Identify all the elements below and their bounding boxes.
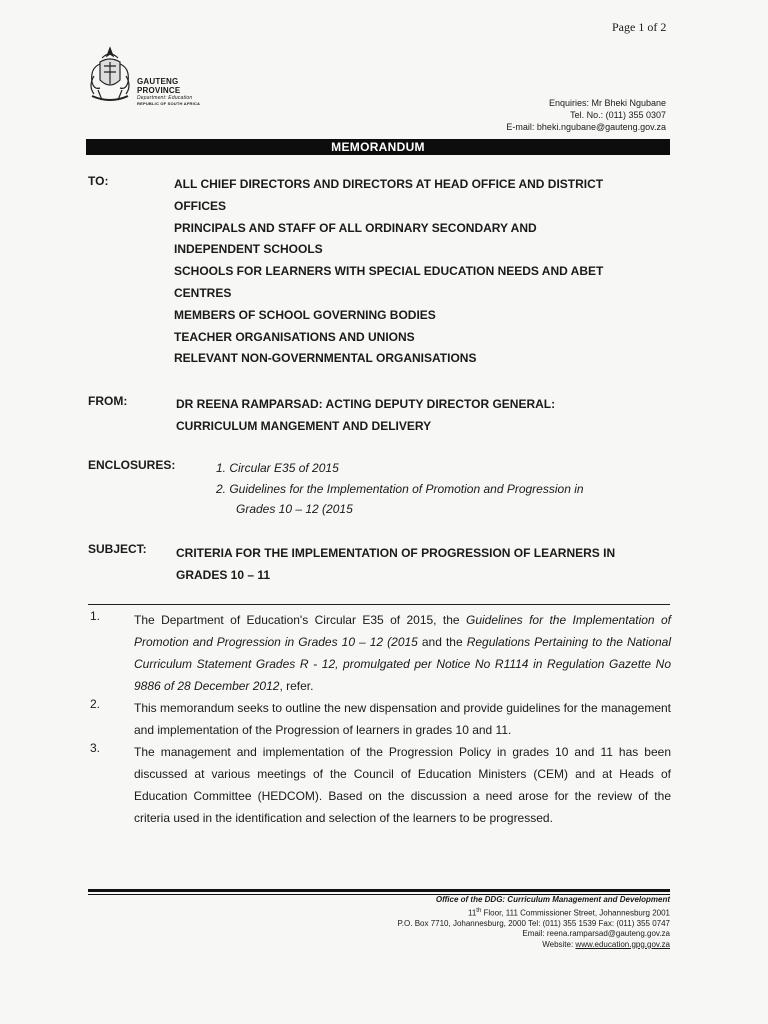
enquiries-email: E-mail: bheki.ngubane@gauteng.gov.za — [506, 122, 666, 132]
footer-postal: P.O. Box 7710, Johannesburg, 2000 Tel: (011) 355 1539 Fax: (011) 355 0747 — [397, 918, 670, 928]
divider — [88, 604, 670, 605]
enquiries-phone: Tel. No.: (011) 355 0307 — [570, 110, 666, 120]
province-name: GAUTENG PROVINCE — [137, 77, 181, 95]
recipient-list — [174, 174, 674, 370]
page-number: Page 1 of 2 — [612, 20, 667, 34]
recipient-line: INDEPENDENT SCHOOLS — [174, 242, 323, 257]
gauteng-logo — [86, 46, 220, 108]
enclosure-item: 2. Guidelines for the Implementation of Promotion and Progression in — [216, 481, 584, 496]
logo-text — [137, 77, 220, 106]
subject-line: CRITERIA FOR THE IMPLEMENTATION OF PROGRESSION OF LEARNERS IN — [176, 546, 616, 560]
paragraph-2: This memorandum seeks to outline the new dispensation and provide guidelines for the management and implementation of the Progression of learners in grades 10 and 11. — [134, 701, 671, 737]
paragraph-1 — [134, 609, 671, 697]
recipient-line: MEMBERS OF SCHOOL GOVERNING BODIES — [174, 307, 436, 322]
guidelines-reference: Guidelines for the Implementation of Promotion and Progression in Grades 10 – 12 (2015 — [134, 613, 671, 649]
paragraph-number: 2. — [90, 697, 101, 711]
subject-line: GRADES 10 – 11 — [176, 568, 271, 582]
paragraph-3: The management and implementation of the Progression Policy in grades 10 and 11 has been discussed at various meetings of the Council of Education Ministers (CEM) and at Heads of Education Committee (HEDCOM). Based on the discussion a need arose for the review of the criteria used in the identification and selection of the learners to be progressed. — [134, 745, 671, 825]
footer-divider-thick — [88, 889, 670, 892]
department-name: Department: Education — [137, 95, 193, 101]
subject-text — [176, 542, 676, 586]
from-label: FROM: — [88, 394, 128, 408]
enquiries-contact: Enquiries: Mr Bheki Ngubane — [548, 98, 666, 108]
from-line: CURRICULUM MANGEMENT AND DELIVERY — [176, 418, 432, 433]
country-name: REPUBLIC OF SOUTH AFRICA — [137, 101, 201, 106]
enquiries-block — [506, 97, 666, 133]
paragraph-text: , refer. — [279, 679, 314, 693]
recipient-line: SCHOOLS FOR LEARNERS WITH SPECIAL EDUCATION NEEDS AND ABET — [174, 264, 604, 279]
from-line: DR REENA RAMPARSAD: ACTING DEPUTY DIRECTOR GENERAL: — [176, 397, 556, 411]
paragraph-text: and the — [417, 635, 467, 649]
paragraph-number: 3. — [90, 741, 101, 755]
recipient-line: ALL CHIEF DIRECTORS AND DIRECTORS AT HEAD OFFICE AND DISTRICT — [174, 177, 604, 191]
coat-of-arms-icon — [86, 46, 134, 108]
address-floor: 11 — [467, 908, 477, 918]
footer-website — [398, 940, 671, 951]
footer-address — [398, 906, 671, 919]
enclosures-label: ENCLOSURES: — [88, 458, 176, 472]
memorandum-title: MEMORANDUM — [86, 139, 670, 155]
subject-label: SUBJECT: — [88, 542, 147, 556]
recipient-line: CENTRES — [174, 285, 232, 300]
recipient-line: TEACHER ORGANISATIONS AND UNIONS — [174, 329, 415, 344]
enclosure-item-continued: Grades 10 – 12 (2015 — [236, 502, 353, 516]
footer — [398, 895, 671, 950]
enclosures-list — [216, 458, 666, 520]
address-ordinal: th — [476, 907, 482, 914]
recipient-line: OFFICES — [174, 198, 227, 213]
address-street: Floor, 111 Commissioner Street, Johannesburg 2001 — [481, 908, 670, 918]
footer-email: Email: reena.ramparsad@gauteng.gov.za — [522, 929, 670, 939]
enclosure-item: 1. Circular E35 of 2015 — [216, 461, 339, 475]
footer-office: Office of the DDG: Curriculum Management and Development — [435, 895, 670, 904]
to-label: TO: — [88, 174, 109, 188]
website-label: Website: — [542, 939, 576, 949]
recipient-line: PRINCIPALS AND STAFF OF ALL ORDINARY SECONDARY AND — [174, 220, 537, 235]
website-link[interactable]: www.education.gpg.gov.za — [575, 939, 670, 949]
regulations-reference: Regulations Pertaining to the National Curriculum Statement Grades R - 12, promulgated per Notice No R1114 in Regulation Gazette No 9886 of 28 December 2012 — [134, 635, 671, 693]
paragraph-number: 1. — [90, 609, 101, 623]
from-block — [176, 394, 656, 438]
recipient-line: RELEVANT NON-GOVERNMENTAL ORGANISATIONS — [174, 351, 477, 366]
paragraph-text: The Department of Education's Circular E35 of 2015, the — [134, 613, 466, 627]
